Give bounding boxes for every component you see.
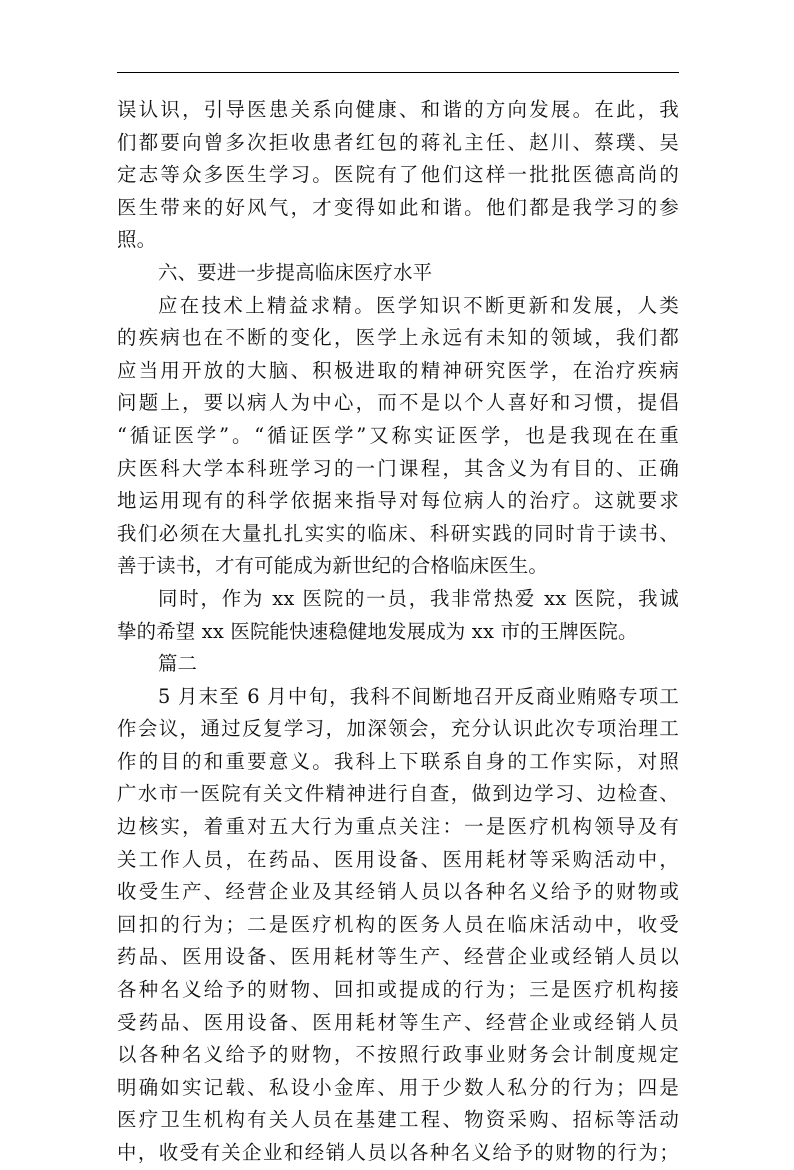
text-line: “循证医学”。“循证医学”又称实证医学，也是我现在在重	[117, 423, 679, 447]
text-line: 关工作人员，在药品、医用设备、医用耗材等采购活动中，	[117, 847, 679, 871]
text-line: 广水市一医院有关文件精神进行自查，做到边学习、边检查、	[117, 782, 679, 806]
document-body	[117, 94, 679, 1170]
text-line: 药品、医用设备、医用耗材等生产、经营企业或经销人员以	[117, 945, 679, 969]
text-line: 5 月末至 6 月中旬，我科不间断地召开反商业贿赂专项工	[158, 684, 679, 708]
text-line: 的疾病也在不断的变化，医学上永远有未知的领域，我们都	[117, 326, 679, 350]
text-line: 受药品、医用设备、医用耗材等生产、经营企业或经销人员	[117, 1010, 679, 1034]
text-line: 明确如实记载、私设小金库、用于少数人私分的行为；四是	[117, 1075, 679, 1099]
header-rule	[117, 72, 679, 73]
text-line: 们都要向曾多次拒收患者红包的蒋礼主任、赵川、蔡璞、吴	[117, 130, 679, 154]
text-line: 应在技术上精益求精。医学知识不断更新和发展，人类	[158, 293, 679, 317]
text-line: 收受生产、经营企业及其经销人员以各种名义给予的财物或	[117, 880, 679, 904]
text-line: 回扣的行为；二是医疗机构的医务人员在临床活动中，收受	[117, 912, 679, 936]
text-line: 医疗卫生机构有关人员在基建工程、物资采购、招标等活动	[117, 1108, 679, 1132]
text-line: 作的目的和重要意义。我科上下联系自身的工作实际，对照	[117, 749, 679, 773]
text-line: 照。	[117, 228, 157, 252]
text-line: 问题上，要以病人为中心，而不是以个人喜好和习惯，提倡	[117, 391, 679, 415]
text-line: 作会议，通过反复学习，加深领会，充分认识此次专项治理工	[117, 717, 679, 741]
text-line: 医生带来的好风气，才变得如此和谐。他们都是我学习的参	[117, 195, 679, 219]
text-line: 挚的希望 xx 医院能快速稳健地发展成为 xx 市的王牌医院。	[117, 619, 638, 643]
text-line: 庆医科大学本科班学习的一门课程，其含义为有目的、正确	[117, 456, 679, 480]
text-line: 地运用现有的科学依据来指导对每位病人的治疗。这就要求	[117, 489, 679, 513]
text-line: 各种名义给予的财物、回扣或提成的行为；三是医疗机构接	[117, 978, 679, 1002]
section-heading: 六、要进一步提高临床医疗水平	[158, 260, 433, 284]
text-line: 应当用开放的大脑、积极进取的精神研究医学，在治疗疾病	[117, 358, 679, 382]
text-line: 定志等众多医生学习。医院有了他们这样一批批医德高尚的	[117, 163, 679, 187]
text-line: 善于读书，才有可能成为新世纪的合格临床医生。	[117, 554, 548, 578]
text-line: 同时，作为 xx 医院的一员，我非常热爱 xx 医院，我诚	[158, 586, 679, 610]
text-line: 边核实，着重对五大行为重点关注：一是医疗机构领导及有	[117, 815, 679, 839]
text-line: 我们必须在大量扎扎实实的临床、科研实践的同时肯于读书、	[117, 521, 679, 545]
text-line: 以各种名义给予的财物，不按照行政事业财务会计制度规定	[117, 1043, 679, 1067]
text-line: 中，收受有关企业和经销人员以各种名义给予的财物的行为；	[117, 1141, 679, 1164]
section-heading: 篇二	[158, 652, 198, 676]
text-line: 误认识，引导医患关系向健康、和谐的方向发展。在此，我	[117, 98, 679, 121]
